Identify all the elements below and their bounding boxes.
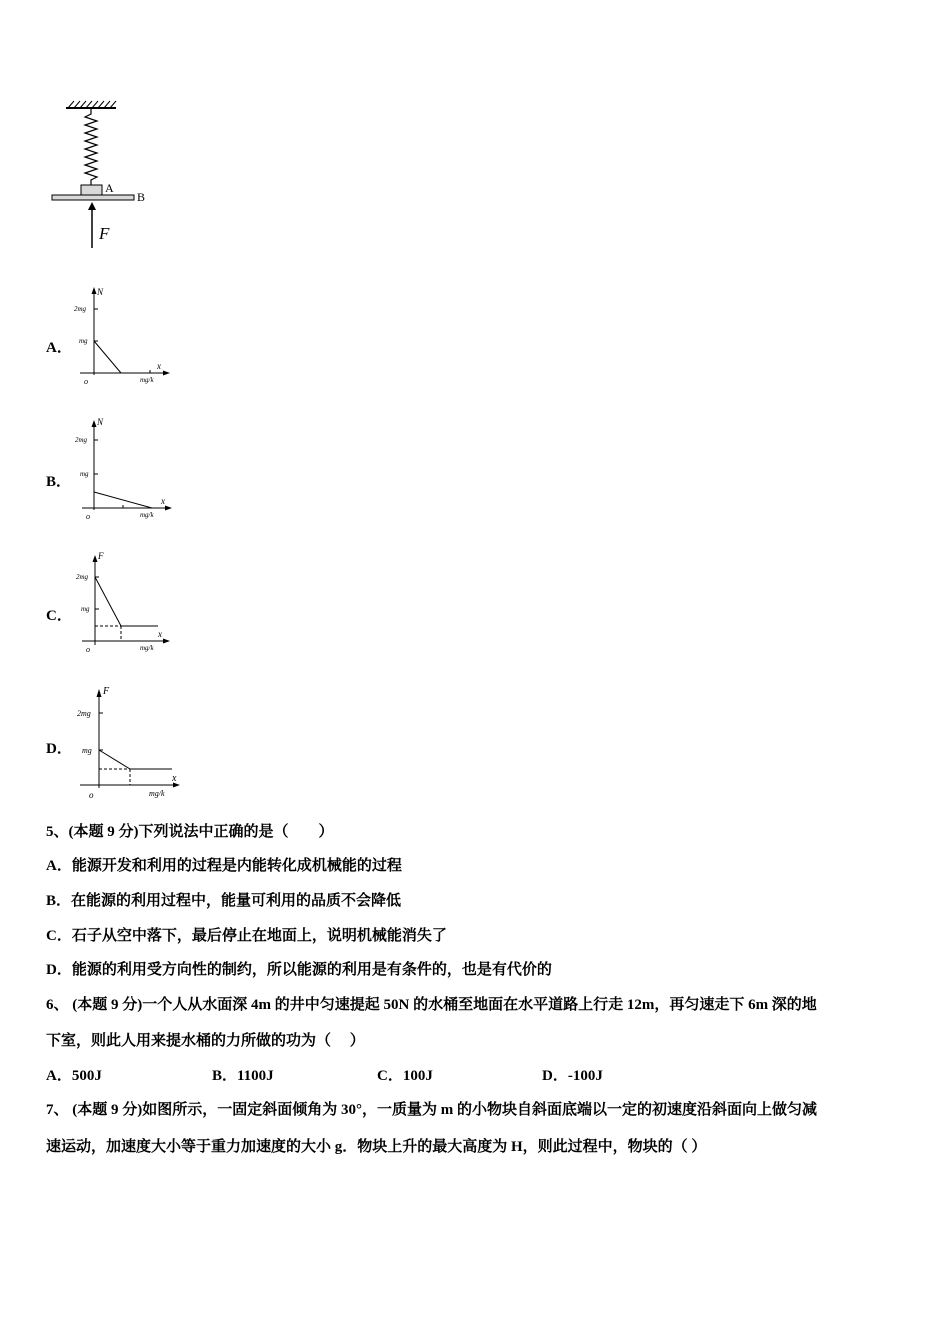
graph-a [70,283,180,388]
label-b: B [137,190,146,204]
graph-d [70,682,190,804]
q5-option-a: A．能源开发和利用的过程是内能转化成机械能的过程 [46,858,402,874]
y-axis-label: F [98,551,104,561]
q6-choice-d: D．-100J [542,1068,603,1084]
tick-mgk: mg/k [140,644,154,652]
q5-option-d: D．能源的利用受方向性的制约，所以能源的利用是有条件的，也是有代价的 [46,962,552,978]
tick-mgk: mg/k [149,789,165,798]
tick-2mg: 2mg [74,305,87,313]
q6-choice-b: B．1100J [212,1068,274,1084]
origin-label: o [89,790,94,800]
spring-plate-figure [46,96,166,256]
origin-label: o [86,512,90,521]
x-axis-label: x [157,361,161,371]
x-axis-label: x [158,629,162,639]
tick-mg: mg [82,746,92,755]
label-f: F [99,224,110,243]
tick-2mg: 2mg [75,436,88,444]
q6-stem-line1: 6、 (本题 9 分)一个人从水面深 4m 的井中匀速提起 50N 的水桶至地面在水平道路上行走 12m，再匀速走下 6m 深的地 [46,997,817,1013]
x-axis-label: x [172,773,177,784]
q6-stem-line2: 下室，则此人用来提水桶的力所做的功为（ ） [46,1033,365,1049]
origin-label: o [86,645,90,654]
y-axis-label: N [97,417,104,427]
label-a: A [105,181,114,195]
option-c-letter: C． [46,608,72,624]
option-b-letter: B． [46,474,72,490]
tick-mg: mg [79,337,88,345]
tick-mgk: mg/k [140,376,154,384]
graph-c [70,549,180,659]
tick-mg: mg [80,470,89,478]
q7-stem-line2: 速运动，加速度大小等于重力加速度的大小 g．物块上升的最大高度为 H，则此过程中，物块的（ ） [46,1139,707,1155]
tick-mg: mg [81,605,90,613]
q6-choice-a: A．500J [46,1068,102,1084]
tick-2mg: 2mg [76,573,89,581]
tick-mgk: mg/k [140,511,154,519]
option-d-letter: D． [46,741,72,757]
x-axis-label: x [161,496,165,506]
tick-2mg: 2mg [77,709,91,718]
q5-option-b: B．在能源的利用过程中，能量可利用的品质不会降低 [46,893,402,909]
option-a-letter: A． [46,340,72,356]
q5-option-c: C．石子从空中落下，最后停止在地面上，说明机械能消失了 [46,928,447,944]
y-axis-label: F [103,686,110,697]
q7-stem-line1: 7、 (本题 9 分)如图所示，一固定斜面倾角为 30°，一质量为 m 的小物块自斜面底端以一定的初速度沿斜面向上做匀减 [46,1102,817,1118]
q5-stem: 5、(本题 9 分)下列说法中正确的是（ ） [46,824,334,840]
origin-label: o [84,377,88,386]
graph-b [70,414,180,524]
q6-choice-c: C．100J [377,1068,433,1084]
y-axis-label: N [97,287,104,297]
